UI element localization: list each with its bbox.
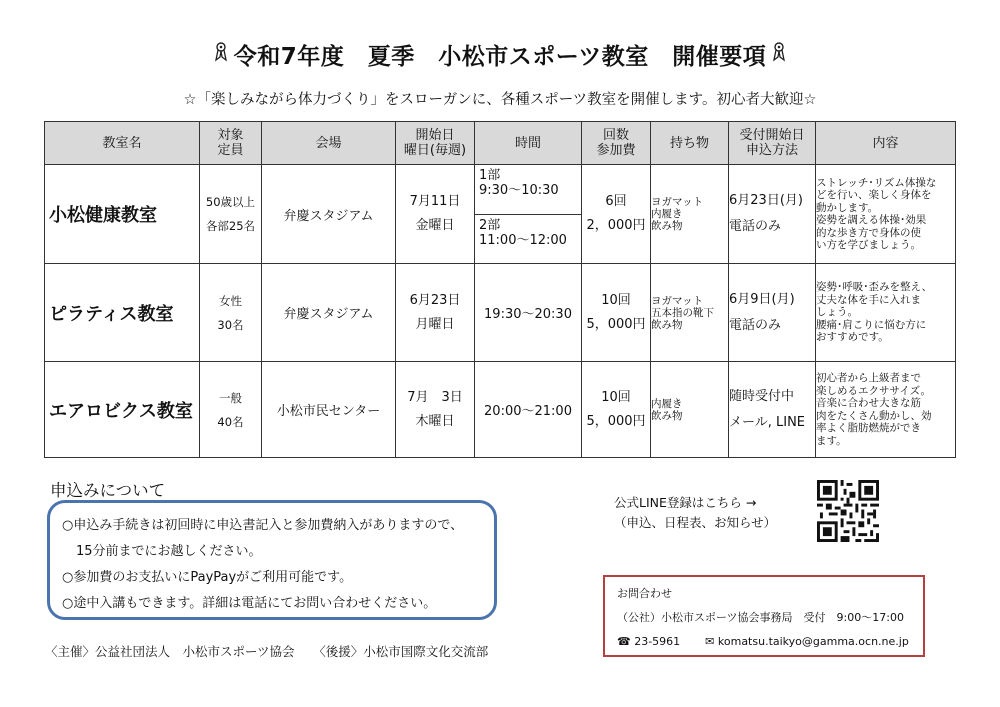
subtitle: ☆「楽しみながら体力づくり」をスローガンに、各種スポーツ教室を開催します。初心者大歓迎☆ — [183, 92, 817, 108]
sessions: 10回 — [601, 292, 631, 308]
weekday: 金曜日 — [415, 218, 455, 233]
weekday: 木曜日 — [415, 413, 455, 429]
header-apply: 受付開始日 申込方法 — [729, 122, 816, 165]
apply-date: 随時受付中 — [729, 388, 795, 404]
fee: 5，000円 — [586, 413, 646, 429]
fee: 2，000円 — [586, 218, 646, 233]
venue: 弁慶スタジアム — [262, 165, 396, 264]
capacity: 各部25名 — [205, 219, 256, 233]
apply-method: メール, LINE — [729, 414, 806, 430]
contact-details — [617, 630, 923, 654]
header-time: 時間 — [475, 122, 582, 165]
line-registration — [614, 493, 776, 533]
venue: 小松市民センター — [262, 362, 396, 458]
venue: 弁慶スタジアム — [262, 264, 396, 362]
class-schedule-table — [44, 121, 956, 458]
phone-number[interactable]: 23-5961 — [634, 635, 681, 648]
ribbon-icon — [214, 42, 228, 67]
notice-line: ○申込み手続きは初回時に申込書記入と参加費納入がありますので、 — [62, 518, 464, 533]
capacity: 30名 — [217, 317, 244, 332]
header-target: 対象 定員 — [200, 122, 262, 165]
capacity: 40名 — [217, 414, 244, 429]
start-date: 7月11日 — [409, 194, 461, 209]
application-notice-box — [47, 500, 497, 620]
title-text: 令和7年度 夏季 小松市スポーツ教室 開催要項 — [233, 44, 767, 70]
notice-line: 15分前までにお越しください。 — [76, 544, 262, 559]
sessions: 10回 — [601, 389, 631, 405]
fee: 5，000円 — [586, 316, 646, 332]
table-row — [45, 165, 956, 264]
apply-date: 6月9日(月) — [729, 291, 795, 307]
table-header-row — [45, 122, 956, 165]
contact-organization: （公社）小松市スポーツ協会事務局 受付 9:00～17:00 — [617, 611, 904, 624]
contact-box — [603, 575, 925, 657]
header-fee: 回数 参加費 — [582, 122, 651, 165]
phone-icon: ☎ — [617, 635, 631, 648]
apply-date: 6月23日(月) — [729, 193, 803, 208]
description: 姿勢･呼吸･歪みを整え、 丈夫な体を手に入れま しょう。 腰痛･肩こりに悩む方に おすすめです。 — [816, 264, 956, 362]
time-part-2: 2部 11:00～12:00 — [479, 217, 567, 248]
line-registration-note: （申込、日程表、お知らせ） — [614, 515, 777, 530]
line-registration-text[interactable]: 公式LINE登録はこちら → — [614, 495, 757, 510]
items: 内履き 飲み物 — [651, 362, 729, 458]
notice-line: ○参加費のお支払いにPayPayがご利用可能です。 — [62, 570, 353, 585]
start-date: 7月 3日 — [407, 389, 463, 405]
organizer-footer: 〈主催〉公益社団法人 小松市スポーツ協会 〈後援〉小松市国際文化交流部 — [45, 644, 489, 659]
email-address[interactable]: komatsu.taikyo@gamma.ocn.ne.jp — [717, 635, 909, 648]
table-row — [45, 264, 956, 362]
apply-method: 電話のみ — [729, 219, 782, 234]
time: 19:30～20:30 — [475, 264, 582, 362]
sessions: 6回 — [605, 194, 627, 209]
header-venue: 会場 — [262, 122, 396, 165]
table-row — [45, 362, 956, 458]
page-title — [0, 38, 1000, 71]
header-name: 教室名 — [45, 122, 200, 165]
time: 20:00～21:00 — [475, 362, 582, 458]
class-name: 小松健康教室 — [45, 165, 200, 264]
time-part-1: 1部 9:30～10:30 — [475, 165, 581, 215]
application-title: 申込みについて — [50, 481, 166, 500]
target: 50歳以上 — [205, 195, 256, 209]
header-content: 内容 — [816, 122, 956, 165]
start-date: 6月23日 — [409, 292, 461, 308]
contact-title: お問合わせ — [617, 587, 672, 600]
target: 女性 — [219, 293, 242, 308]
qr-code-icon[interactable] — [817, 480, 879, 542]
target: 一般 — [219, 390, 242, 405]
notice-line: ○途中入講もできます。詳細は電話にてお問い合わせください。 — [62, 596, 437, 611]
class-name: エアロビクス教室 — [45, 362, 200, 458]
mail-icon: ✉ — [705, 635, 715, 648]
apply-method: 電話のみ — [729, 317, 782, 333]
header-start: 開始日 曜日(毎週) — [396, 122, 475, 165]
class-name: ピラティス教室 — [45, 264, 200, 362]
items: ヨガマット 内履き 飲み物 — [651, 165, 729, 264]
weekday: 月曜日 — [415, 316, 455, 332]
items: ヨガマット 五本指の靴下 飲み物 — [651, 264, 729, 362]
description: ストレッチ･リズム体操な どを行い、楽しく身体を 動かします。 姿勢を調える体操･効果 的な歩き方で身体の使 い方を学びましょう。 — [816, 165, 956, 264]
ribbon-icon — [772, 42, 786, 67]
description: 初心者から上級者まで 楽しめるエクササイズ。 音楽に合わせ大きな筋 肉をたくさん動かし、効 率よく脂肪燃焼ができ ます。 — [816, 362, 956, 458]
header-items: 持ち物 — [651, 122, 729, 165]
